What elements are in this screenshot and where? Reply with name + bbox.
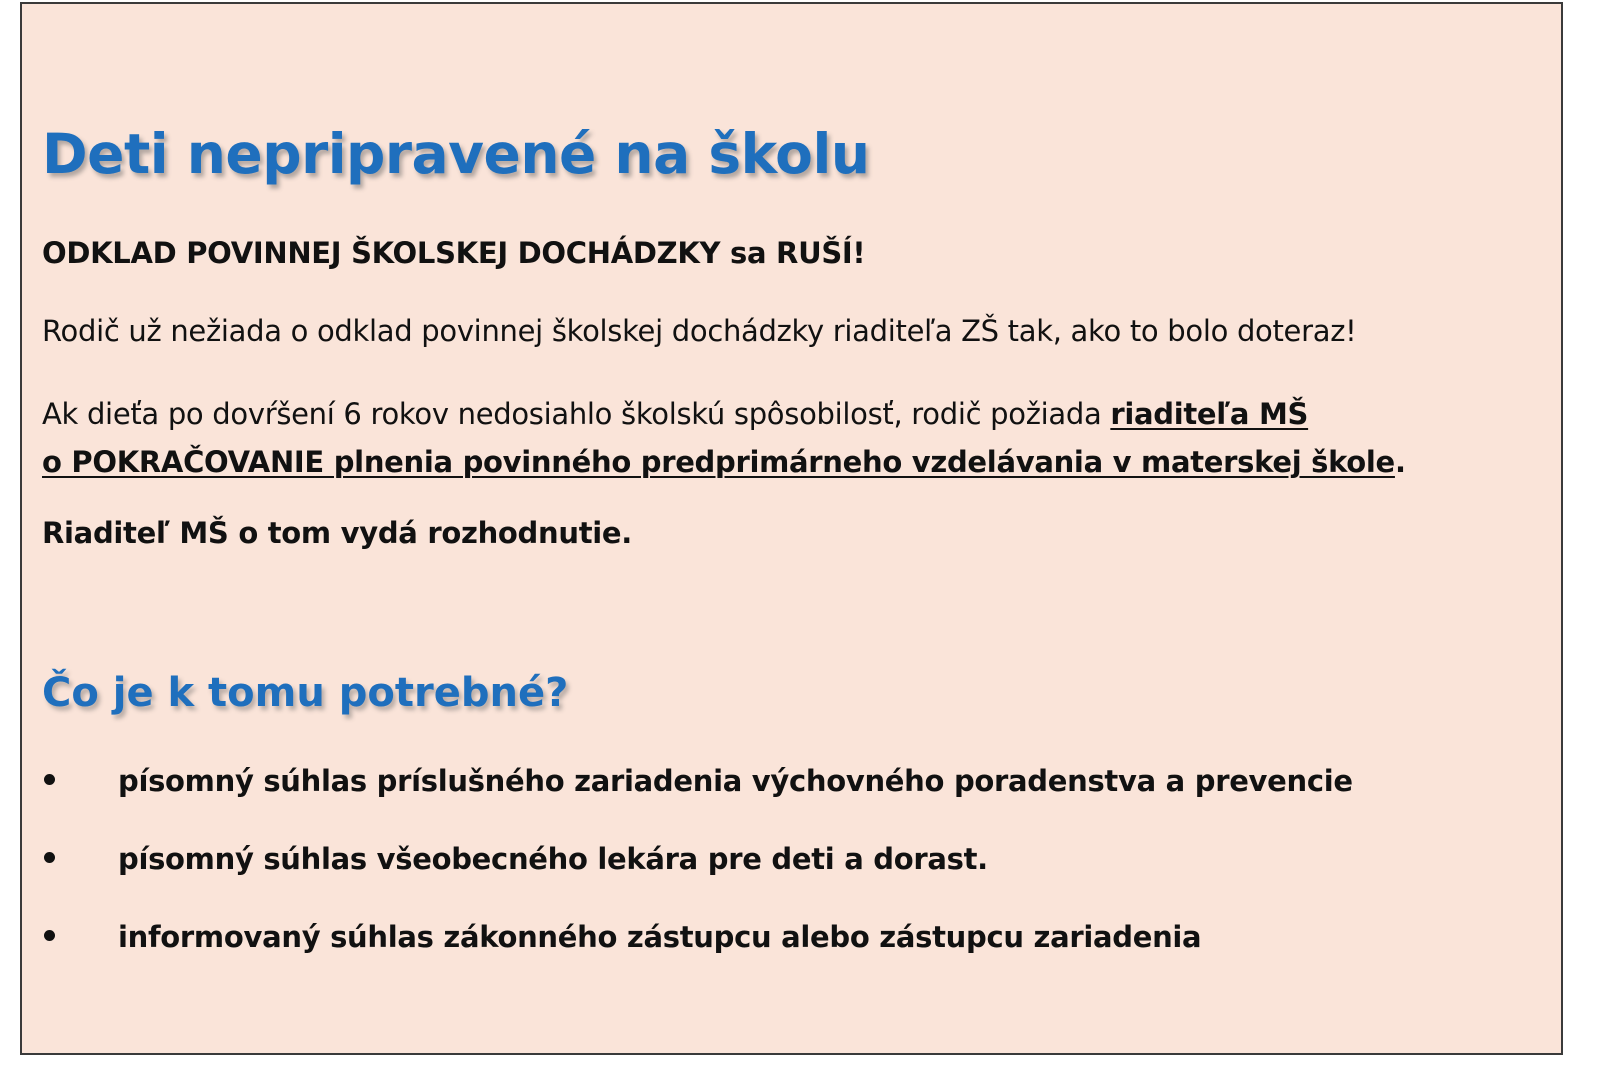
section-subheading: Čo je k tomu potrebné? [42, 670, 569, 716]
paragraph-parent-request: Rodič už nežiada o odklad povinnej školskej dochádzky riaditeľa ZŠ tak, ako to bolo doteraz! [42, 314, 1357, 348]
bullet-icon [44, 930, 55, 941]
paragraph-continuation-end: . [1394, 445, 1406, 479]
bullet-icon [44, 852, 55, 863]
list-item-text: informovaný súhlas zákonného zástupcu alebo zástupcu zariadenia [118, 920, 1202, 954]
emphasis-continuation: o POKRAČOVANIE plnenia povinného predprimárneho vzdelávania v materskej škole [42, 445, 1395, 479]
list-item-text: písomný súhlas všeobecného lekára pre deti a dorast. [118, 842, 988, 876]
emphasis-director: riaditeľa MŠ [1110, 397, 1309, 431]
paragraph-continuation [42, 390, 1406, 486]
decision-text: Riaditeľ MŠ o tom vydá rozhodnutie. [42, 516, 632, 550]
notice-text: ODKLAD POVINNEJ ŠKOLSKEJ DOCHÁDZKY sa RUŠÍ! [42, 236, 866, 270]
paragraph-continuation-intro: Ak dieťa po dovŕšení 6 rokov nedosiahlo školskú spôsobilosť, rodič požiada [42, 397, 1111, 431]
page-title: Deti nepripravené na školu [42, 122, 870, 186]
info-card [20, 2, 1563, 1055]
list-item-text: písomný súhlas príslušného zariadenia výchovného poradenstva a prevencie [118, 764, 1353, 798]
bullet-icon [44, 774, 55, 785]
